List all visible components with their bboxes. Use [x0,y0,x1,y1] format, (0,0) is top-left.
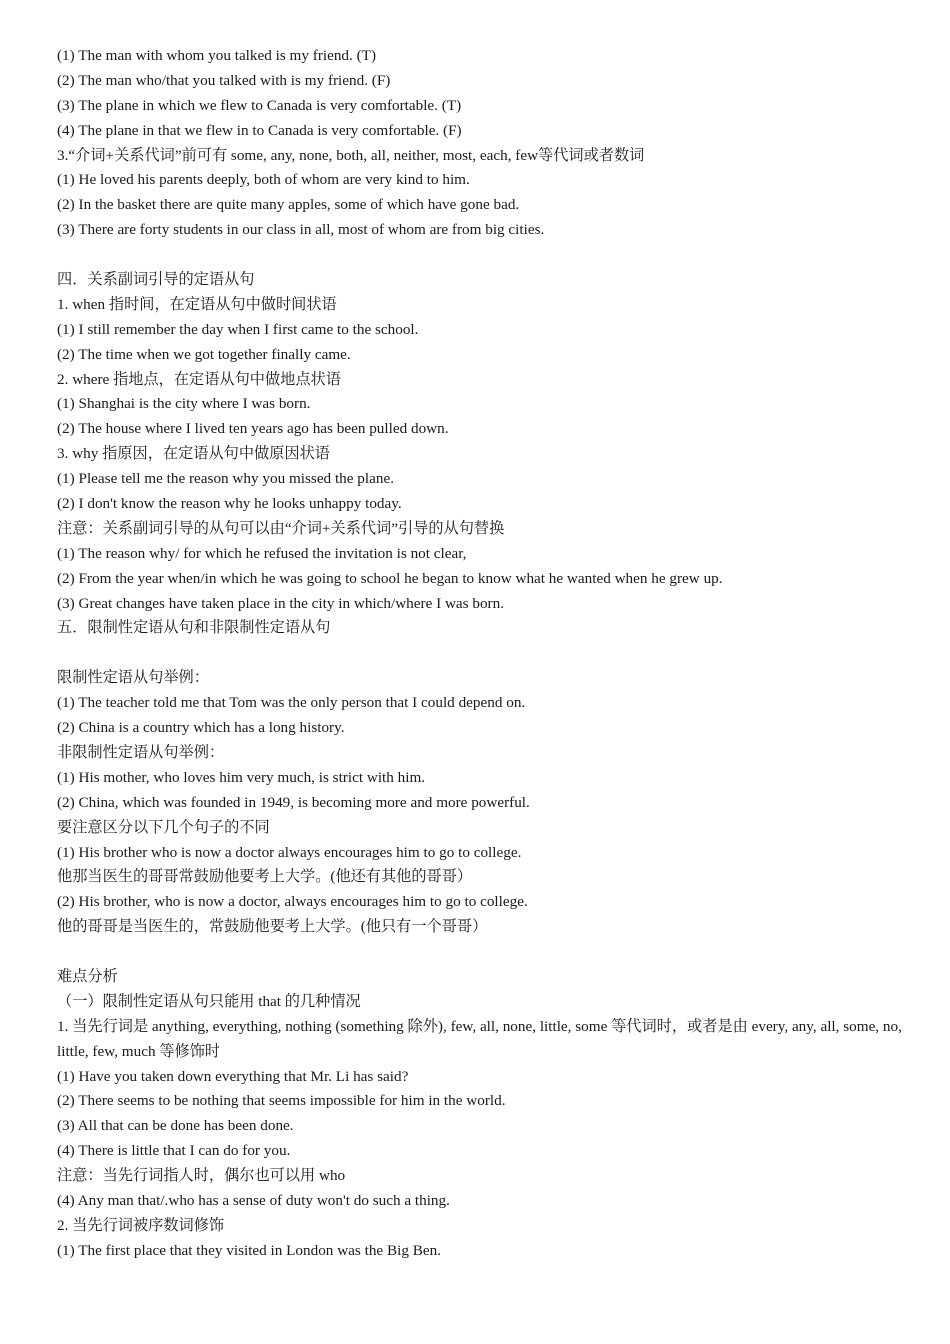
text-line: (1) The reason why/ for which he refused the invitation is not clear, [57,544,467,562]
text-line: (2) The time when we got together finally came. [57,345,351,363]
text-line: (2) From the year when/in which he was going to school he began to know what he wanted when he grew up. [57,569,723,587]
section-item-heading: 3. why 指原因，在定语从句中做原因状语 [57,445,330,463]
text-line: (3) There are forty students in our class in all, most of whom are from big cities. [57,221,545,239]
subsection-label: 非限制性定语从句举例： [57,743,225,761]
text-line: (1) The first place that they visited in London was the Big Ben. [57,1241,441,1259]
section-heading: 四．关系副词引导的定语从句 [57,271,255,289]
text-line: (3) All that can be done has been done. [57,1117,294,1135]
text-line: (1) His mother, who loves him very much, is strict with him. [57,768,426,786]
translation-line: 他的哥哥是当医生的，常鼓励他要考上大学。(他只有一个哥哥） [57,918,488,936]
text-line: (1) He loved his parents deeply, both of whom are very kind to him. [57,171,470,189]
text-line: (2) The house where I lived ten years ago has been pulled down. [57,420,449,438]
subsection-label: 限制性定语从句举例： [57,669,209,687]
text-line: (1) The teacher told me that Tom was the only person that I could depend on. [57,694,526,712]
section-item-heading: 1. 当先行词是 anything, everything, nothing (something 除外), few, all, none, little, some 等代词时，或者是由 every, any, all, some, no, little, few, much 等修饰时 [57,1017,902,1060]
text-line: (2) China is a country which has a long history. [57,719,345,737]
text-line: (1) I still remember the day when I first came to the school. [57,320,419,338]
section-item-heading: 2. 当先行词被序数词修饰 [57,1216,225,1234]
text-line: (4) Any man that/.who has a sense of duty won't do such a thing. [57,1192,450,1209]
text-line: (4) There is little that I can do for you. [57,1142,291,1160]
text-line: (2) His brother, who is now a doctor, always encourages him to go to college. [57,893,528,911]
text-line: (2) China, which was founded in 1949, is becoming more and more powerful. [57,793,530,811]
blank-line [57,940,907,965]
text-line: (2) I don't know the reason why he looks unhappy today. [57,495,402,513]
subsection-heading: （一）限制性定语从句只能用 that 的几种情况 [57,992,361,1010]
text-line: (1) His brother who is now a doctor always encourages him to go to college. [57,843,522,861]
section-item-heading: 3.“介词+关系代词”前可有 some, any, none, both, all, neither, most, each, few等代词或者数词 [57,146,645,164]
subsection-label: 要注意区分以下几个句子的不同 [57,818,270,836]
text-line: (3) The plane in which we flew to Canada is very comfortable. (T) [57,96,462,114]
translation-line: 他那当医生的哥哥常鼓励他要考上大学。(他还有其他的哥哥） [57,868,473,886]
blank-line [57,243,907,268]
text-line: (2) There seems to be nothing that seems impossible for him in the world. [57,1092,506,1110]
text-line: (2) The man who/that you talked with is my friend. (F) [57,71,391,89]
note-line: 注意：当先行词指人时，偶尔也可以用 who [57,1167,346,1185]
blank-line [57,641,907,666]
section-heading: 五．限制性定语从句和非限制性定语从句 [57,619,331,637]
text-line: (1) Shanghai is the city where I was born. [57,395,311,413]
section-heading: 难点分析 [57,967,118,985]
section-item-heading: 1. when 指时间，在定语从句中做时间状语 [57,295,337,313]
text-line: (1) The man with whom you talked is my friend. (T) [57,47,377,64]
text-line: (1) Have you taken down everything that Mr. Li has said? [57,1067,409,1085]
note-line: 注意：关系副词引导的从句可以由“介词+关系代词”引导的从句替换 [57,519,505,537]
text-line: (4) The plane in that we flew in to Canada is very comfortable. (F) [57,121,462,139]
text-line: (2) In the basket there are quite many apples, some of which have gone bad. [57,196,520,214]
text-line: (3) Great changes have taken place in the city in which/where I was born. [57,594,505,612]
section-item-heading: 2. where 指地点，在定语从句中做地点状语 [57,370,341,388]
text-line: (1) Please tell me the reason why you missed the plane. [57,470,394,488]
document-page [57,44,907,1264]
